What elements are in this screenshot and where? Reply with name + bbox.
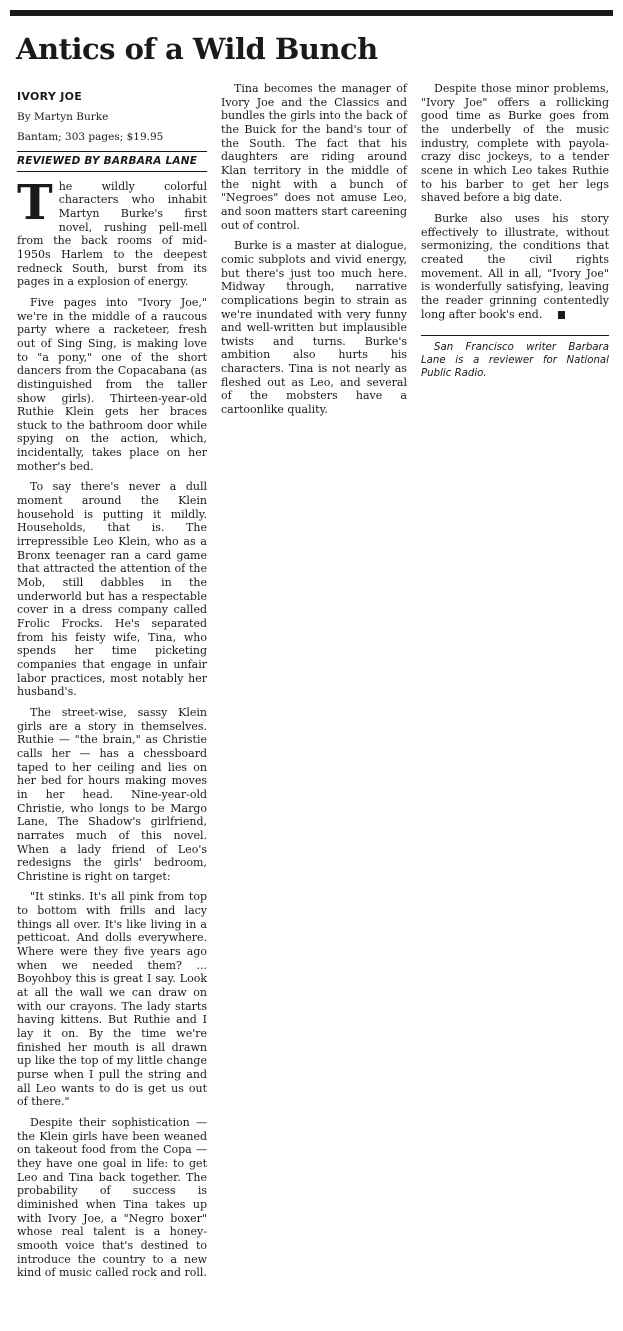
paragraph-6: Despite their sophistication — the Klein girls have been weaned on takeout food from the Copa — they have one goal in life: to get Leo and Tina back together. The probability of success is diminished when Tina takes up with Ivory Joe, a "Negro boxer" whose real talent is a honey-smooth voice that's destined to introduce the country to a new kind of music called rock and roll.	[17, 1115, 207, 1280]
paragraph-quote: "It stinks. It's all pink from top to bottom with frills and lacy things all over. It's like living in a petticoat. And dolls everywhere. Where were they five years ago when we needed them? ... Boyohboy this is great I say. Look at all the wall we can draw on with our crayons. The lady starts having kittens. But Ruthie and I lay it on. By the time we're finished her mouth is all drawn up like the top of my little change purse when I pull the string and all Leo wants to do is get us out of there."	[17, 890, 207, 1109]
paragraph-4: The street-wise, sassy Klein girls are a story in themselves. Ruthie — "the brain," as Christie calls her — has a chessboard taped to her ceiling and lies on her bed for hours making moves in her head. Nine-year-old Christie, who longs to be Margo Lane, The Shadow's girlfriend, narrates much of this novel. When a lady friend of Leo's redesigns the girls' bedroom, Christine is right on target:	[17, 705, 207, 883]
column-2	[221, 82, 407, 424]
paragraph-1-text: he wildly colorful characters who inhabit Martyn Burke's first novel, rushing pell-mell from the back rooms of mid-1950s Harlem to the deepest redneck South, burst from its pages in a explosion of energy.	[17, 179, 207, 289]
paragraph-10-text: Burke also uses his story effectively to illustrate, without sermonizing, the conditions that created the civil rights movement. All in all, "Ivory Joe" is wonderfully satisfying, leaving the reader grinning contentedly long after book's end.	[421, 211, 609, 321]
drop-cap: T	[17, 174, 53, 231]
book-title: IVORY JOE	[17, 90, 83, 103]
paragraph-7: Tina becomes the manager of Ivory Joe and the Classics and bundles the girls into the back of the Buick for the band's tour of the South. The fact that his daughters are riding around Klan territory in the middle of the night with a bunch of "Negroes" does not amuse Leo, and soon matters start careening out of control.	[221, 82, 407, 232]
paragraph-3: To say there's never a dull moment around the Klein household is putting it mildly. Households, that is. The irrepressible Leo Klein, who as a Bronx teenager ran a card game that attracted the attention of the Mob, still dabbles in the underworld but has a respectable cover in a dress company called Frolic Frocks. He's separated from his feisty wife, Tina, who spends her time picketing companies that engage in unfair labor practices, most notably her husband's.	[17, 480, 207, 699]
paragraph-1	[17, 174, 207, 289]
paragraph-10	[421, 212, 609, 321]
paragraph-2: Five pages into "Ivory Joe," we're in the middle of a raucous party where a racketeer, fresh out of Sing Sing, is making love to "a pony," one of the short dancers from the Copacabana (as distinguished from the taller show girls). Thirteen-year-old Ruthie Klein gets her braces stuck to the bathroom door while spying on the action, which, incidentally, takes place on her mother's bed.	[17, 295, 207, 473]
book-publisher: Bantam; 303 pages; $19.95	[17, 131, 164, 143]
end-mark-icon	[558, 311, 565, 319]
column-1	[17, 90, 207, 1287]
reviewer-bio: San Francisco writer Barbara Lane is a reviewer for National Public Radio.	[421, 342, 609, 380]
top-rule	[10, 10, 613, 16]
column-3	[421, 82, 609, 387]
reviewer-line: REVIEWED BY BARBARA LANE	[17, 151, 207, 172]
paragraph-9: Despite those minor problems, "Ivory Joe" offers a rollicking good time as Burke goes from the underbelly of the music industry, complete with payola-crazy disc jockeys, to a tender scene in which Leo takes Ruthie to his barber to get her legs shaved before a big date.	[421, 82, 609, 205]
bio-rule	[421, 335, 609, 336]
headline: Antics of a Wild Bunch	[16, 32, 378, 66]
paragraph-8: Burke is a master at dialogue, comic subplots and vivid energy, but there's just too much here. Midway through, narrative complications begin to strain as we're inundated with very funny and well-written but implausible twists and turns. Burke's ambition also hurts his characters. Tina is not nearly as fleshed out as Leo, and several of the mobsters have a cartoonlike quality.	[221, 239, 407, 417]
book-author: By Martyn Burke	[17, 111, 109, 123]
